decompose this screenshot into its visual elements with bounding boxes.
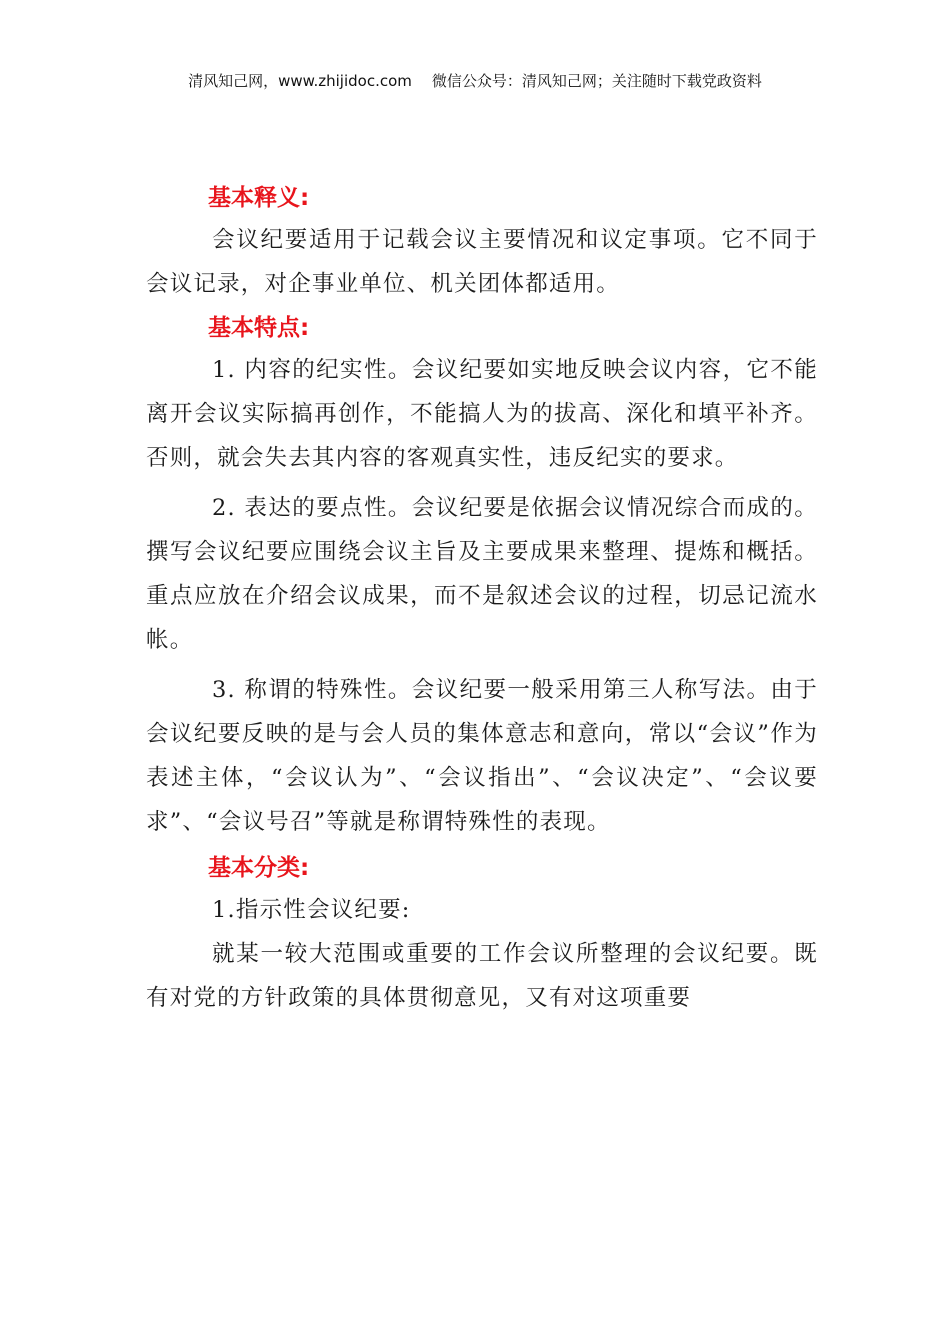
heading-definition: 基本释义: bbox=[208, 185, 310, 211]
heading-categories: 基本分类: bbox=[208, 855, 310, 881]
header-wechat: 微信公众号：清风知己网；关注随时下载党政资料 bbox=[431, 72, 762, 90]
category-item-1-title: 1.指示性会议纪要: bbox=[212, 897, 411, 923]
category-item-1-text: 就某一较大范围或重要的工作会议所整理的会议纪要。既有对党的方针政策的具体贯彻意见，又有对这项重要 bbox=[146, 941, 818, 1011]
paragraph-feature-1: 1. 内容的纪实性。会议纪要如实地反映会议内容，它不能离开会议实际搞再创作，不能搞人为的拔高、深化和填平补齐。否则，就会失去其内容的客观真实性，违反纪实的要求。 bbox=[146, 357, 818, 471]
paragraph-feature-2: 2. 表达的要点性。会议纪要是依据会议情况综合而成的。撰写会议纪要应围绕会议主旨及主要成果来整理、提炼和概括。重点应放在介绍会议成果，而不是叙述会议的过程，切忌记流水帐。 bbox=[146, 495, 818, 653]
page-header bbox=[0, 70, 950, 91]
header-site: 清风知己网，www.zhijidoc.com bbox=[188, 72, 412, 90]
document-body bbox=[146, 178, 818, 1020]
paragraph-feature-3: 3. 称谓的特殊性。会议纪要一般采用第三人称写法。由于会议纪要反映的是与会人员的集体意志和意向，常以“会议”作为表述主体，“会议认为”、“会议指出”、“会议决定”、“会议要求”、“会议号召”等就是称谓特殊性的表现。 bbox=[146, 677, 818, 835]
paragraph-definition: 会议纪要适用于记载会议主要情况和议定事项。它不同于会议记录，对企事业单位、机关团体都适用。 bbox=[146, 227, 818, 297]
heading-features: 基本特点: bbox=[208, 315, 310, 341]
